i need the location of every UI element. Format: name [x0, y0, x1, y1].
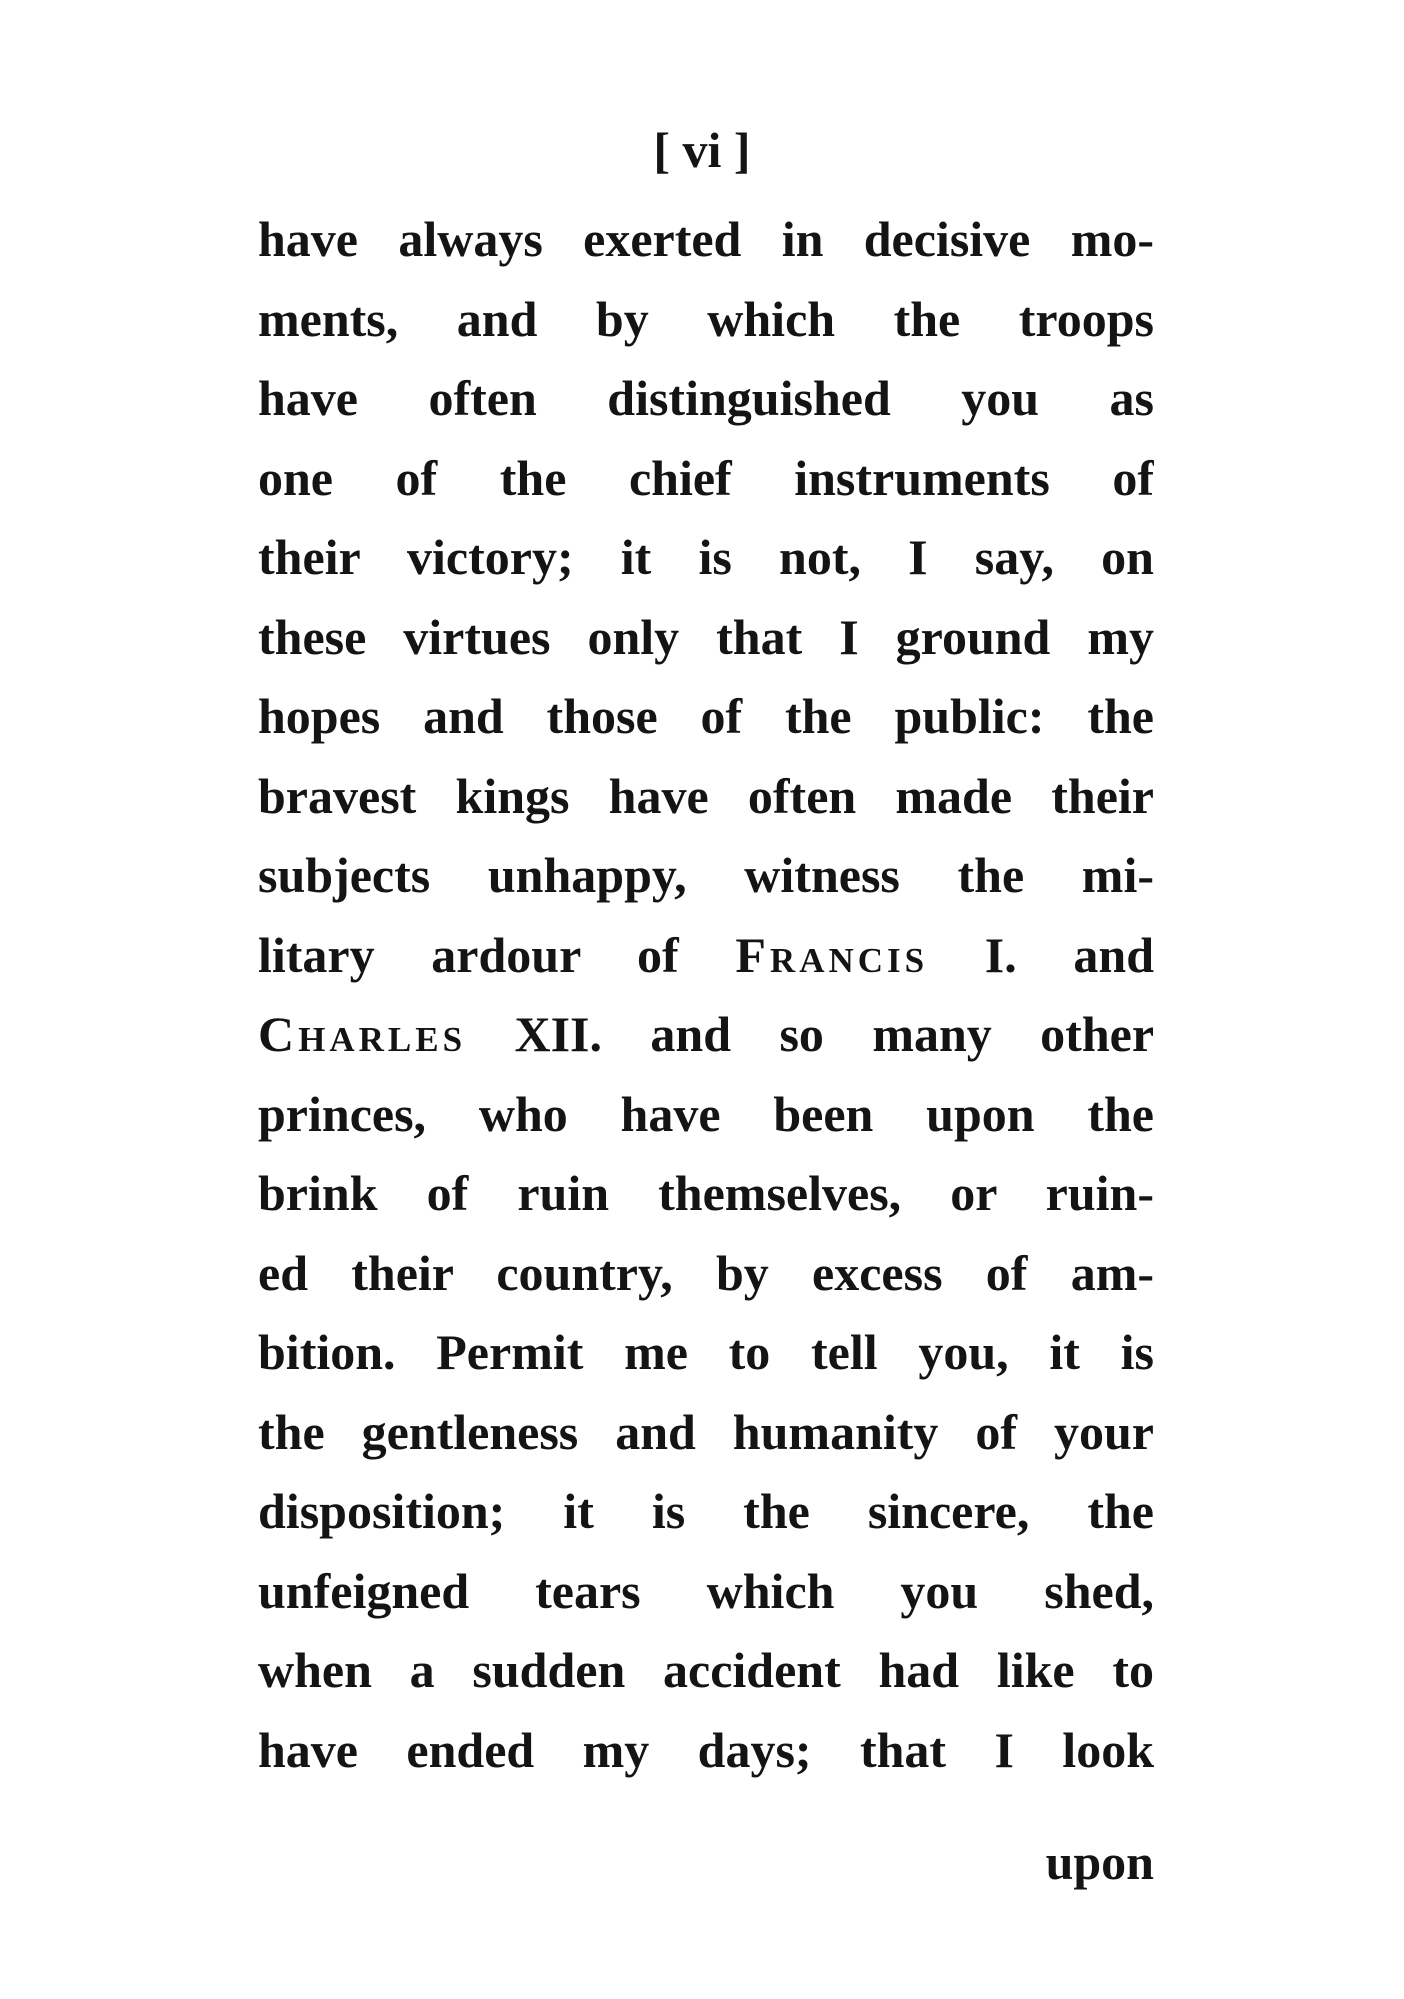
- text-line-11-end: and so many other: [650, 1006, 1154, 1062]
- text-line-10-start: litary ardour of: [258, 926, 679, 983]
- text-line-6: these virtues only that I ground my: [258, 608, 1154, 665]
- text-line-19: when a sudden accident had like to: [258, 1642, 1154, 1698]
- name-charles: Charles: [258, 1006, 467, 1062]
- text-line-9: subjects unhappy, witness the mi-: [258, 847, 1154, 903]
- text-line-4: one of the chief instruments of: [258, 449, 1154, 506]
- text-line-16: the gentleness and humanity of your: [258, 1403, 1154, 1460]
- text-line-20: have ended my days; that I look: [258, 1721, 1154, 1778]
- text-line-13: brink of ruin themselves, or ruin-: [258, 1165, 1154, 1221]
- name-charles-suffix: XII.: [514, 1006, 602, 1062]
- text-line-5: their victory; it is not, I say, on: [258, 529, 1154, 585]
- text-line-15: bition. Permit me to tell you, it is: [258, 1324, 1154, 1380]
- text-line-3: have often distinguished you as: [258, 370, 1154, 426]
- name-francis-suffix: I. and: [984, 926, 1154, 983]
- page-number: [ vi ]: [653, 122, 751, 178]
- text-line-7: hopes and those of the public: the: [258, 688, 1154, 744]
- text-line-18: unfeigned tears which you shed,: [258, 1562, 1154, 1619]
- text-line-14: ed their country, by excess of am-: [258, 1244, 1154, 1301]
- body-text: [258, 200, 1154, 1790]
- text-line-8: bravest kings have often made their: [258, 767, 1154, 824]
- catchword: upon: [1045, 1834, 1154, 1890]
- text-line-11: [258, 995, 1154, 1075]
- text-line-1: have always exerted in decisive mo-: [258, 211, 1154, 267]
- text-line-10: [258, 916, 1154, 996]
- name-francis: Francis: [735, 926, 929, 983]
- text-line-17: disposition; it is the sincere, the: [258, 1483, 1154, 1539]
- text-line-2: ments, and by which the troops: [258, 290, 1154, 347]
- text-line-12: princes, who have been upon the: [258, 1085, 1154, 1142]
